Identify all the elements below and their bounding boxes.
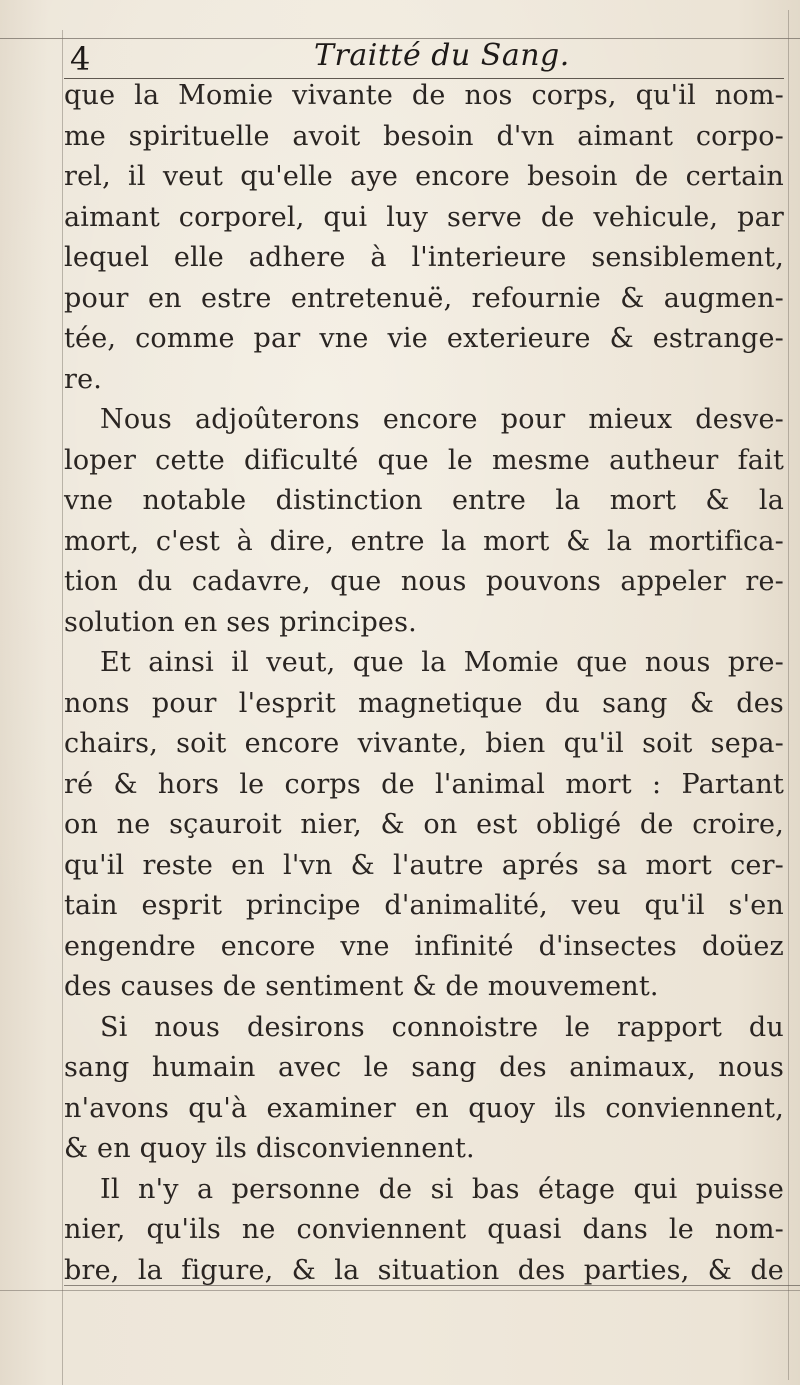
text-line: tain esprit principe d'animalité, veu qu'il s'en (64, 890, 784, 921)
text-line: mort, c'est à dire, entre la mort & la mortifica- (64, 525, 784, 557)
text-line: nons pour l'esprit magnetique du sang & des (64, 687, 784, 719)
text-line: & en quoy ils disconviennent. (64, 1133, 475, 1164)
text-line: lequel elle adhere à l'interieure sensiblement, (64, 242, 784, 273)
text-line: solution en ses principes. (64, 606, 417, 638)
text-line: tion du cadavre, que nous pouvons appeler re- (64, 566, 784, 597)
text-line: des causes de sentiment & de mouvement. (64, 971, 659, 1002)
text-line: qu'il reste en l'vn & l'autre aprés sa mort cer- (64, 849, 784, 881)
text-line: re. (64, 363, 103, 395)
text-line: rel, il veut qu'elle aye encore besoin de certain (64, 161, 784, 192)
text-line: n'avons qu'à examiner en quoy ils conviennent, (64, 1092, 784, 1124)
page-header (64, 36, 784, 79)
text-line: nier, qu'ils ne conviennent quasi dans le nom- (64, 1214, 784, 1245)
left-margin-line (62, 30, 63, 1385)
paragraph-start: Et ainsi il veut, que la Momie que nous pre- (100, 647, 784, 678)
text-line: sang humain avec le sang des animaux, nous (64, 1052, 784, 1083)
bottom-rule (64, 1285, 800, 1286)
text-line: bre, la figure, & la situation des parties, & de (64, 1254, 784, 1286)
paragraph-start: Nous adjoûterons encore pour mieux desve- (100, 404, 784, 435)
text-line: loper cette dificulté que le mesme autheur fait (64, 444, 784, 476)
right-margin-line (788, 10, 789, 1380)
text-line: pour en estre entretenuë, refournie & augmen- (64, 282, 784, 314)
running-title: Traitté du Sang. (314, 38, 570, 73)
paragraph-start: Si nous desirons connoistre le rapport du (100, 1011, 784, 1043)
text-line: ré & hors le corps de l'animal mort : Partant (64, 768, 784, 800)
text-line: me spirituelle avoit besoin d'vn aimant corpo- (64, 120, 784, 152)
text-line: aimant corporel, qui luy serve de vehicule, par (64, 201, 784, 233)
text-line: vne notable distinction entre la mort & la (64, 485, 784, 516)
text-line: que la Momie vivante de nos corps, qu'il nom- (64, 80, 784, 111)
paragraph-start: Il n'y a personne de si bas étage qui puisse (100, 1173, 784, 1205)
text-line: engendre encore vne infinité d'insectes doüez (64, 930, 784, 962)
bottom-rule-shadow (0, 1290, 800, 1291)
text-line: on ne sçauroit nier, & on est obligé de croire, (64, 809, 784, 840)
text-line: tée, comme par vne vie exterieure & estrange- (64, 323, 784, 354)
text-line: chairs, soit encore vivante, bien qu'il soit sepa- (64, 728, 784, 759)
page-number: 4 (70, 40, 91, 78)
body-text (64, 76, 784, 1291)
